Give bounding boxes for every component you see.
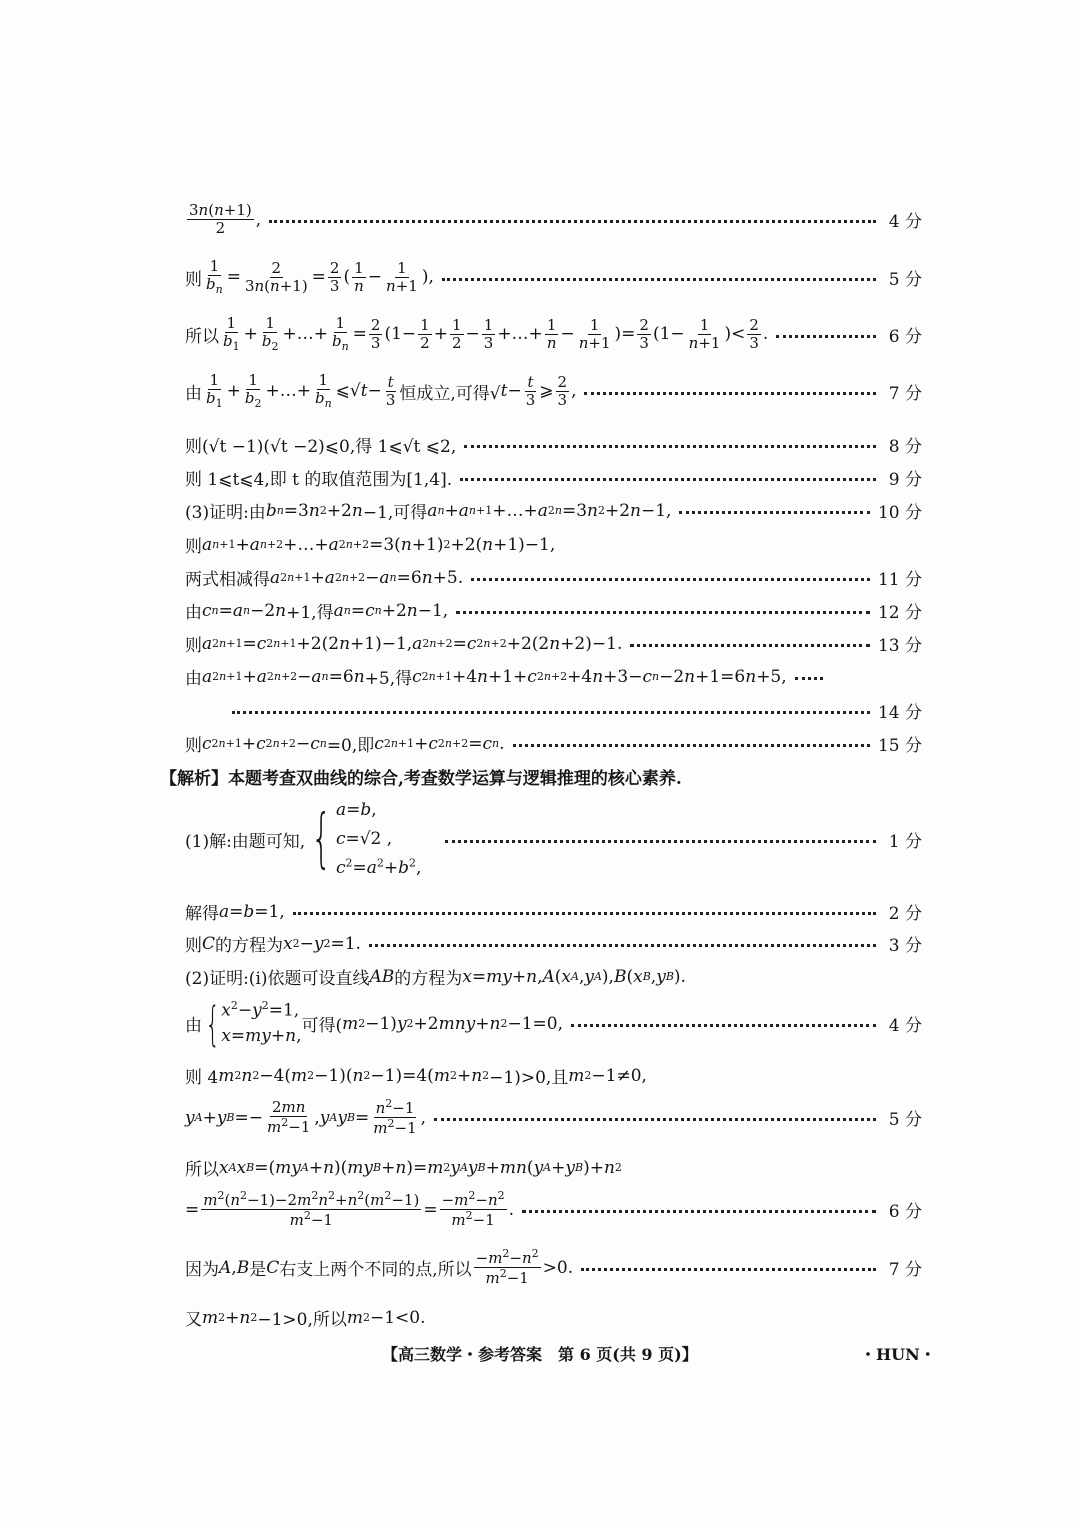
score: 8 分: [888, 437, 922, 457]
math-expression: = $\frac{m^2(n^2-1)-2m^2n^2+n^2(m^2-1)}{m^2-1}$ = $\frac{-m^2-n^2}{m^2-1}$ .: [185, 1189, 515, 1230]
math-expression: 因为 A , B 是 C 右支上两个不同的点,所以 $\frac{-m^2-n^2}{m^2-1}$ >0.: [185, 1247, 574, 1288]
math-expression: (2)证明:(ⅰ)依题可设直线 AB 的方程为 x = my + n , A ( x A , y A ), B ( x B , y B ).: [185, 966, 686, 989]
footer-code: ・HUN・: [860, 1345, 936, 1364]
score: 3 分: [888, 936, 922, 956]
dot-leader: [460, 478, 876, 481]
solution-line: [185, 731, 922, 756]
math-expression: 所以 $\frac{1}{b_1}$ + $\frac{1}{b_2}$ +…+ $\frac{1}{b_n}$ = $\frac{2}{3}$ (1− $\frac{1}{2}$ + $\frac{1}{2}$ − $\frac{1}{3}$ +…+ $\frac{1}{n}$ − $\frac{1}{n+1}$ )= $\frac{2}{3}$ (1− $\frac{1}{n+1}$ )< $\frac{2}{3}$ .: [185, 314, 769, 354]
dot-leader: [293, 912, 876, 915]
score: 6 分: [888, 326, 922, 347]
score: 11 分: [877, 570, 922, 590]
dot-leader: [232, 711, 870, 714]
dot-leader: [369, 944, 876, 947]
dot-leader: [776, 335, 876, 338]
solution-line: [185, 372, 922, 411]
solution-line: [185, 1190, 922, 1230]
dot-leader: [442, 278, 876, 281]
score: 5 分: [888, 269, 922, 290]
math-expression: 则 $\frac{1}{b_n}$ = $\frac{2}{3n(n+1)}$ = $\frac{2}{3}$ ( $\frac{1}{n}$ − $\frac{1}{n+1}$ ),: [185, 257, 434, 297]
math-expression: y A + y B =− $\frac{2mn}{m^2-1}$ , y A y B = $\frac{n^2-1}{m^2-1}$ ,: [185, 1097, 427, 1138]
dot-leader: [630, 644, 870, 647]
solution-line: [185, 631, 922, 656]
solution-line: [185, 565, 922, 590]
solution-line: [185, 498, 922, 523]
math-expression: 则 C 的方程为 x 2 − y 2 =1.: [185, 933, 361, 956]
score: 5 分: [888, 1110, 922, 1131]
dot-leader: [522, 1210, 876, 1213]
dot-leader: [513, 744, 870, 747]
solution-line: [185, 598, 922, 623]
score: 10 分: [877, 503, 922, 523]
solution-line: [185, 202, 922, 238]
footer-page-info: 【高三数学・参考答案 第 6 页(共 9 页)】: [382, 1345, 698, 1364]
math-expression: 又 m 2 + n 2 −1>0,所以 m 2 −1<0.: [185, 1307, 426, 1330]
solution-line: [185, 315, 922, 354]
dot-leader: [269, 220, 876, 223]
math-expression: 则 1⩽t⩽4,即 t 的取值范围为[1,4].: [185, 470, 453, 490]
solution-line: [185, 1248, 922, 1288]
score: 13 分: [877, 636, 922, 656]
math-expression: 解得 a = b =1,: [185, 901, 285, 924]
math-expression: 由 $\frac{1}{b_1}$ + $\frac{1}{b_2}$ +…+ $\frac{1}{b_n}$ ⩽√ t − $\frac{t}{3}$ 恒成立,可得√ t − $\frac{t}{3}$ ⩾ $\frac{2}{3}$ ,: [185, 371, 577, 411]
dot-leader: [445, 840, 876, 843]
dot-leader: [584, 392, 876, 395]
solution-line: [185, 1098, 922, 1138]
math-expression: 所以 x A x B =( my A + n )( my B + n )= m 2 y A y B + mn ( y A + y B )+ n 2: [185, 1157, 622, 1180]
math-expression: 两式相减得 a 2n+1 + a 2n+2 − a n =6 n +5.: [185, 567, 464, 590]
solution-line: [185, 998, 922, 1050]
solution-line: [185, 931, 922, 956]
score: 7 分: [888, 1260, 922, 1281]
dot-leader: [456, 611, 870, 614]
math-expression: 则 a n+1 + a n+2 +…+ a 2n+2 =3( n +1) 2 +2( n +1)−1,: [185, 534, 556, 557]
solution-line: [185, 1155, 922, 1180]
solution-line: [185, 532, 922, 557]
math-expression: 则 c 2n+1 + c 2n+2 − c n =0,即 c 2n+1 + c 2n+2 = c n .: [185, 733, 505, 756]
score: 4 分: [888, 1016, 922, 1037]
math-expression: 由 c n = a n −2 n +1,得 a n = c n +2 n −1,: [185, 600, 449, 623]
math-expression: $\frac{3n(n+1)}{2}$ ,: [189, 201, 262, 238]
solution-line: [185, 899, 922, 924]
dot-leader: [679, 511, 869, 514]
score: 7 分: [888, 383, 922, 404]
solution-line: [185, 1063, 922, 1088]
score: 1 分: [888, 831, 922, 852]
dot-leader: [434, 1118, 876, 1121]
dot-leader: [464, 445, 876, 448]
score: 4 分: [888, 212, 922, 233]
solution-line: [185, 465, 922, 490]
solution-line: [185, 1305, 922, 1330]
score: 14 分: [877, 703, 922, 723]
solution-line: [185, 964, 922, 989]
solution-line: [185, 258, 922, 297]
math-expression: (3)证明:由 b n =3 n 2 +2 n −1,可得 a n + a n+1 +…+ a 2n =3 n 2 +2 n −1,: [185, 500, 672, 523]
score: 2 分: [888, 904, 922, 924]
question-heading: [160, 764, 922, 789]
score: 15 分: [877, 736, 922, 756]
math-expression: (1)解:由题可知, { a=b, c=√2 , $c^2=a^2+b^2$,: [185, 800, 422, 878]
math-expression: 则(√t −1)(√t −2)⩽0,得 1⩽√t ⩽2,: [185, 437, 457, 457]
math-expression: 由 { $x^2-y^2=1$, x=my+n, 可得( m 2 −1) y 2 +2 mny + n 2 −1=0,: [185, 996, 564, 1051]
math-expression: 则 a 2n+1 = c 2n+1 +2(2 n +1)−1, a 2n+2 = c 2n+2 +2(2 n +2)−1.: [185, 633, 623, 656]
question-analysis: 【解析】本题考查双曲线的综合,考查数学运算与逻辑推理的核心素养.: [160, 769, 682, 789]
solution-line: [185, 432, 922, 457]
dot-leader: [571, 1024, 876, 1027]
math-expression: 则 4 m 2 n 2 −4( m 2 −1)( n 2 −1)=4( m 2 + n 2 −1)>0,且 m 2 −1≠0,: [185, 1065, 647, 1088]
dot-leader: [471, 578, 870, 581]
solution-line: [185, 664, 922, 689]
score: 12 分: [877, 603, 922, 623]
dot-leader: [795, 677, 823, 680]
math-expression: 由 a 2n+1 + a 2n+2 − a n =6 n +5,得 c 2n+1 +4 n +1+ c 2n+2 +4 n +3− c n −2 n +1=6 n +5,: [185, 666, 787, 689]
solution-line: [232, 698, 922, 723]
score: 6 分: [888, 1202, 922, 1223]
dot-leader: [581, 1268, 876, 1271]
solution-line: [185, 796, 922, 883]
score: 9 分: [888, 470, 922, 490]
